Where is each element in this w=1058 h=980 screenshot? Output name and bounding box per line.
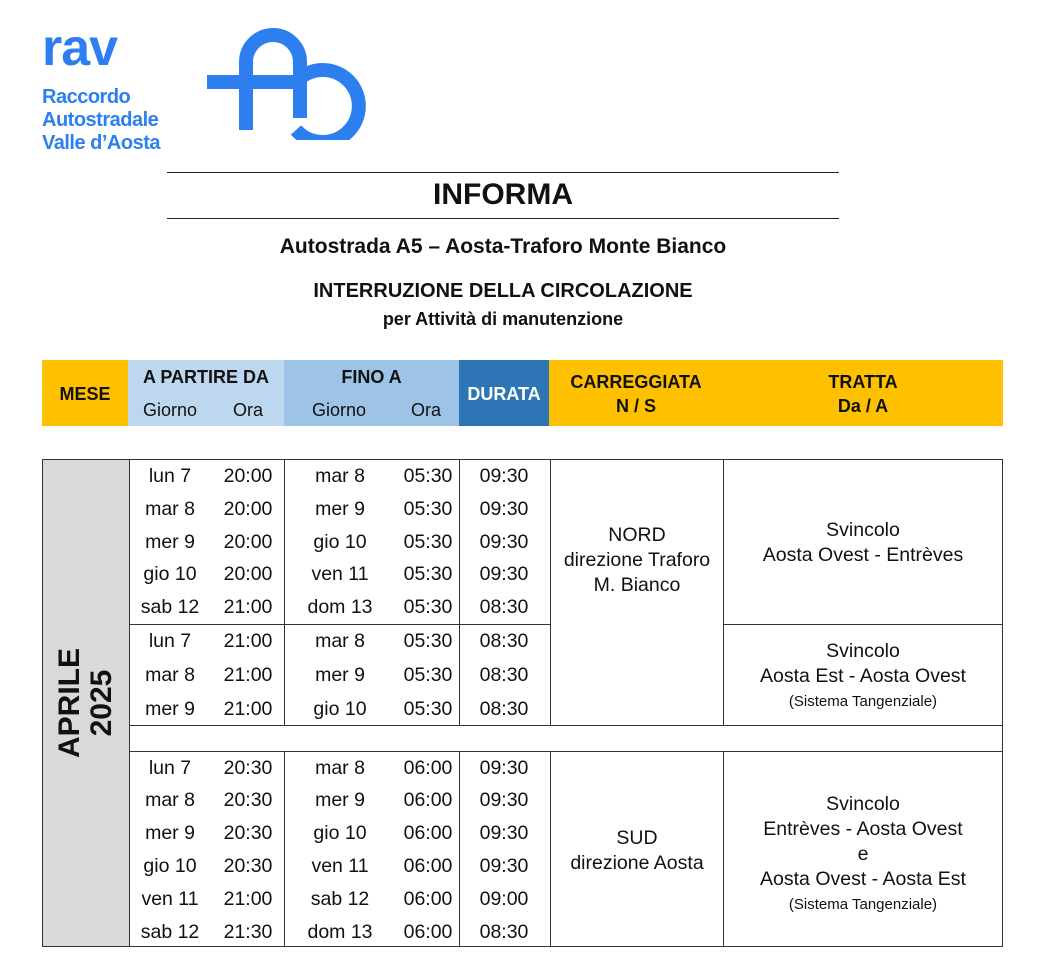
header-durata-label: DURATA — [467, 384, 541, 404]
divider — [284, 460, 285, 725]
cell-duration: 09:30 — [479, 855, 529, 877]
divider — [129, 725, 1002, 726]
header-to — [284, 360, 459, 426]
cell-to-day: mer 9 — [315, 498, 365, 520]
header-from — [128, 360, 284, 426]
header-durata — [459, 360, 549, 426]
cell-duration: 09:30 — [479, 822, 529, 844]
section-1-line2: Aosta Ovest - Entrèves — [762, 544, 964, 566]
cell-to-day: gio 10 — [313, 531, 367, 553]
cell-to-day: ven 11 — [311, 563, 369, 585]
divider — [459, 751, 460, 946]
bottom-rule — [167, 218, 839, 219]
carriageway-nord-line2: direzione Traforo — [563, 549, 711, 571]
cell-to-day: mar 8 — [315, 757, 365, 779]
cell-from-time: 21:00 — [223, 596, 273, 618]
cell-to-day: gio 10 — [313, 822, 367, 844]
cell-from-time: 20:30 — [223, 757, 273, 779]
section-3-line1: Svincolo — [826, 793, 900, 815]
header-tratta-label: TRATTA — [828, 372, 898, 392]
cell-from-day: gio 10 — [143, 563, 197, 585]
logo-line-3: Valle d’Aosta — [42, 132, 160, 154]
header-da-a-label: Da / A — [837, 396, 889, 416]
section-2-line2: Aosta Est - Aosta Ovest — [760, 665, 966, 687]
divider — [723, 624, 1002, 625]
header-mese — [42, 360, 128, 426]
cell-from-day: mar 8 — [145, 664, 195, 686]
cell-from-day: lun 7 — [148, 465, 192, 487]
section-3-note: (Sistema Tangenziale) — [788, 896, 938, 913]
divider — [459, 460, 460, 725]
carriageway-nord-line3: M. Bianco — [593, 574, 681, 596]
cell-duration: 09:30 — [479, 563, 529, 585]
cell-from-day: mar 8 — [145, 789, 195, 811]
divider — [129, 460, 130, 946]
cell-from-time: 20:00 — [223, 498, 273, 520]
cell-to-time: 05:30 — [403, 531, 453, 553]
cell-from-day: gio 10 — [143, 855, 197, 877]
cell-duration: 09:30 — [479, 757, 529, 779]
cell-from-day: mer 9 — [145, 698, 195, 720]
cell-from-day: lun 7 — [148, 757, 192, 779]
cell-from-day: sab 12 — [140, 596, 200, 618]
cell-from-time: 20:00 — [223, 563, 273, 585]
cell-duration: 09:30 — [479, 498, 529, 520]
divider — [284, 751, 285, 946]
cell-from-day: mer 9 — [145, 531, 195, 553]
carriageway-sud-line2: direzione Aosta — [570, 852, 704, 874]
cell-to-time: 06:00 — [403, 822, 453, 844]
header-to-label: FINO A — [341, 367, 402, 387]
header-carreggiata-label: CARREGGIATA — [570, 372, 702, 392]
logo-line-1: Raccordo — [42, 86, 131, 108]
cell-duration: 09:00 — [479, 888, 529, 910]
cell-to-day: dom 13 — [307, 921, 373, 943]
divider — [129, 624, 550, 625]
cell-to-time: 06:00 — [403, 855, 453, 877]
cell-duration: 08:30 — [479, 921, 529, 943]
cell-to-time: 05:30 — [403, 465, 453, 487]
cell-from-day: mar 8 — [145, 498, 195, 520]
carriageway-nord-line1: NORD — [608, 524, 666, 546]
notice-title: INTERRUZIONE DELLA CIRCOLAZIONE — [313, 280, 693, 302]
reason-subtitle: per Attività di manutenzione — [382, 309, 624, 329]
cell-to-time: 05:30 — [403, 596, 453, 618]
carriageway-sud-line1: SUD — [616, 827, 658, 849]
header-carreggiata — [549, 360, 723, 426]
cell-to-day: gio 10 — [313, 698, 367, 720]
month-name: APRILE — [53, 647, 86, 759]
cell-to-day: ven 11 — [311, 855, 369, 877]
logo — [42, 19, 160, 155]
cell-from-time: 20:30 — [223, 855, 273, 877]
cell-to-day: mer 9 — [315, 664, 365, 686]
cell-to-day: dom 13 — [307, 596, 373, 618]
header-from-label: A PARTIRE DA — [143, 367, 269, 387]
cell-duration: 08:30 — [479, 698, 529, 720]
cell-duration: 09:30 — [479, 789, 529, 811]
cell-from-time: 21:30 — [223, 921, 273, 943]
cell-to-time: 06:00 — [403, 921, 453, 943]
section-3-line4: Aosta Ovest - Aosta Est — [760, 868, 966, 890]
cell-to-time: 06:00 — [403, 757, 453, 779]
divider — [129, 751, 1002, 752]
logo-mark-icon — [200, 10, 370, 140]
cell-from-time: 21:00 — [223, 888, 273, 910]
cell-to-time: 05:30 — [403, 698, 453, 720]
cell-to-day: sab 12 — [310, 888, 370, 910]
cell-duration: 08:30 — [479, 596, 529, 618]
cell-to-day: mar 8 — [315, 630, 365, 652]
cell-from-day: ven 11 — [141, 888, 199, 910]
cell-from-time: 21:00 — [223, 698, 273, 720]
cell-from-day: lun 7 — [148, 630, 192, 652]
cell-from-day: sab 12 — [140, 921, 200, 943]
section-3 — [724, 792, 1002, 917]
closures-table — [42, 459, 1003, 947]
month-cell — [43, 460, 129, 946]
cell-duration: 09:30 — [479, 465, 529, 487]
header-tratta — [723, 360, 1003, 426]
cell-to-time: 06:00 — [403, 888, 453, 910]
header-to-ora: Ora — [410, 400, 441, 420]
header-from-ora: Ora — [232, 400, 263, 420]
cell-from-day: mer 9 — [145, 822, 195, 844]
month-year: 2025 — [85, 669, 118, 737]
cell-to-time: 05:30 — [403, 498, 453, 520]
logo-short: rav — [42, 19, 118, 77]
cell-from-time: 20:00 — [223, 465, 273, 487]
cell-duration: 09:30 — [479, 531, 529, 553]
cell-to-time: 05:30 — [403, 630, 453, 652]
header-to-giorno: Giorno — [311, 400, 367, 420]
logo-line-2: Autostradale — [42, 109, 159, 131]
carriageway-nord — [551, 523, 723, 598]
section-2-line1: Svincolo — [826, 640, 900, 662]
cell-to-time: 05:30 — [403, 563, 453, 585]
section-3-line2: Entrèves - Aosta Ovest — [763, 818, 963, 840]
cell-to-time: 05:30 — [403, 664, 453, 686]
header-from-giorno: Giorno — [142, 400, 198, 420]
cell-duration: 08:30 — [479, 664, 529, 686]
cell-to-day: mer 9 — [315, 789, 365, 811]
header-mese-label: MESE — [59, 384, 111, 404]
road-title: Autostrada A5 – Aosta-Traforo Monte Bianco — [279, 235, 727, 258]
section-2-note: (Sistema Tangenziale) — [788, 693, 938, 710]
cell-from-time: 20:30 — [223, 822, 273, 844]
top-rule — [167, 172, 839, 173]
cell-from-time: 20:30 — [223, 789, 273, 811]
cell-from-time: 21:00 — [223, 664, 273, 686]
section-2 — [724, 639, 1002, 714]
cell-from-time: 20:00 — [223, 531, 273, 553]
header-ns-label: N / S — [615, 396, 656, 416]
section-3-line3: e — [857, 843, 869, 865]
section-1-line1: Svincolo — [826, 519, 900, 541]
section-1 — [724, 518, 1002, 568]
cell-to-day: mar 8 — [315, 465, 365, 487]
page-title: INFORMA — [433, 178, 573, 211]
cell-from-time: 21:00 — [223, 630, 273, 652]
cell-to-time: 06:00 — [403, 789, 453, 811]
cell-duration: 08:30 — [479, 630, 529, 652]
carriageway-sud — [551, 826, 723, 876]
